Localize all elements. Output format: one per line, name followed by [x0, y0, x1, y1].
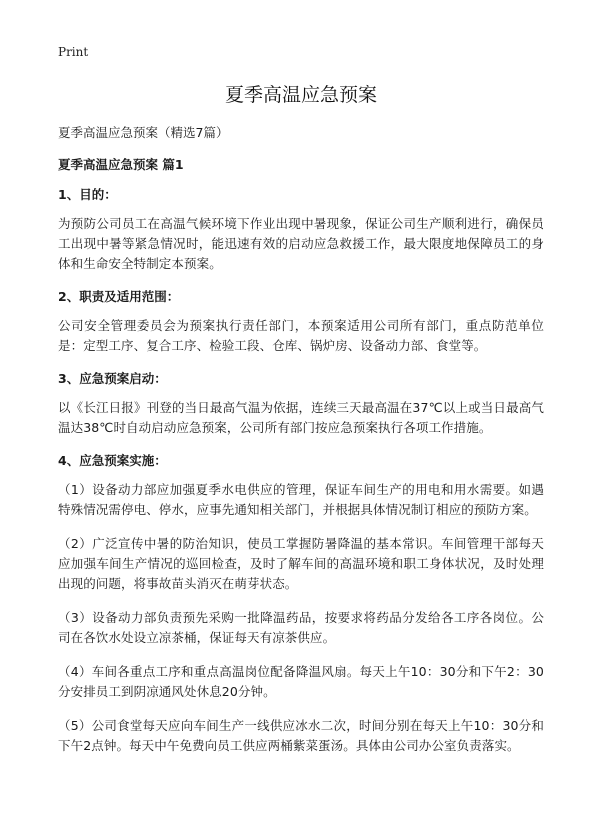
- print-label: Print: [58, 45, 89, 59]
- section-purpose: [58, 186, 544, 274]
- paragraph-item-5: （5）公司食堂每天应向车间生产一线供应冰水二次，时间分别在每天上午10：30分和下午2点钟。每天中午免费向员工供应两桶紫菜蛋汤。具体由公司办公室负责落实。: [58, 718, 544, 753]
- section-responsibility: [58, 288, 544, 356]
- paragraph-item-4: （4）车间各重点工序和重点高温岗位配备降温风扇。每天上午10：30分和下午2：30分安排员工到阴凉通风处休息20分钟。: [58, 664, 544, 699]
- page-title: 夏季高温应急预案: [224, 84, 377, 106]
- heading-purpose: 1、目的：: [58, 187, 117, 202]
- paragraph-item-2: （2）广泛宣传中暑的防治知识，使员工掌握防暑降温的基本常识。车间管理干部每天应加强车间生产情况的巡回检查，及时了解车间的高温环境和职工身体状况，及时处理出现的问题，将事故苗头消灭在萌芽状态。: [58, 536, 544, 591]
- paragraph-purpose: 为预防公司员工在高温气候环境下作业出现中暑现象，保证公司生产顺利进行，确保员工出现中暑等紧急情况时，能迅速有效的启动应急救援工作，最大限度地保障员工的身体和生命安全特制定本预案。: [58, 216, 544, 271]
- document-subtitle: 夏季高温应急预案（精选7篇）: [58, 125, 229, 140]
- paragraph-item-1: （1）设备动力部应加强夏季水电供应的管理，保证车间生产的用电和用水需要。如遇特殊情况需停电、停水，应事先通知相关部门，并根据具体情况制订相应的预防方案。: [58, 482, 544, 517]
- heading-responsibility: 2、职责及适用范围：: [58, 289, 180, 304]
- paragraph-activation: 以《长江日报》刊登的当日最高气温为依据，连续三天最高温在37℃以上或当日最高气温达38℃时自动启动应急预案，公司所有部门按应急预案执行各项工作措施。: [58, 400, 544, 435]
- section-activation: [58, 370, 544, 438]
- section-implementation: [58, 452, 544, 756]
- section-title: 夏季高温应急预案 篇1: [58, 157, 184, 172]
- paragraph-item-3: （3）设备动力部负责预先采购一批降温药品，按要求将药品分发给各工序各岗位。公司在各饮水处设立凉茶桶，保证每天有凉茶供应。: [58, 610, 544, 645]
- heading-activation: 3、应急预案启动：: [58, 371, 167, 386]
- heading-implementation: 4、应急预案实施：: [58, 453, 167, 468]
- paragraph-responsibility: 公司安全管理委员会为预案执行责任部门，本预案适用公司所有部门，重点防范单位是：定型工序、复合工序、检验工段、仓库、锅炉房、设备动力部、食堂等。: [58, 318, 544, 353]
